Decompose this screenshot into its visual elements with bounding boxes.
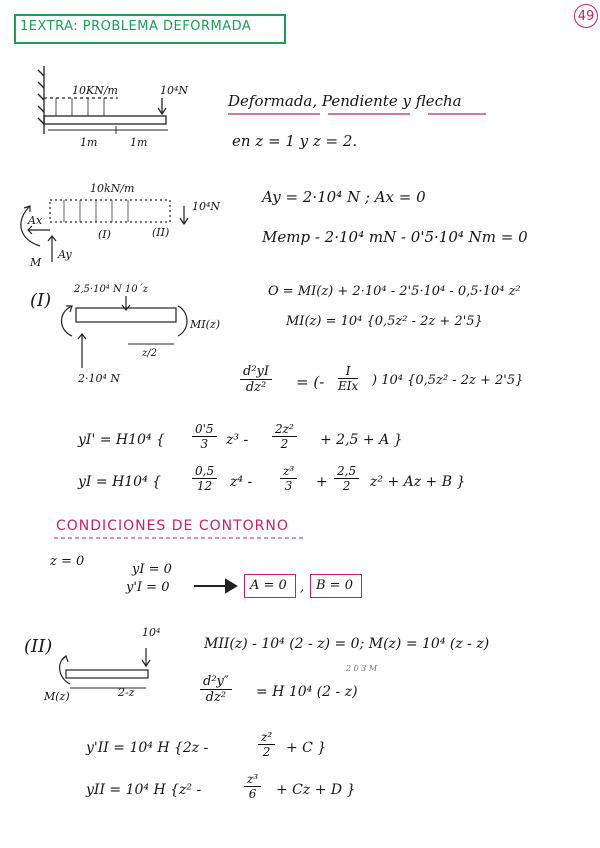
diagram1-load-label: 10KN/m <box>72 84 118 97</box>
y2-frac-2-den: 3 <box>284 479 293 493</box>
reactions-line-1: Ay = 2·10⁴ N ; Ax = 0 <box>262 188 426 206</box>
y2-frac-3-num: 2,5 <box>334 464 359 479</box>
y2-frac-3-den: 2 <box>342 479 351 493</box>
y3-tail: + C } <box>286 740 327 756</box>
section2-m-label: M(z) <box>44 690 70 703</box>
diagram2-seg1-label: (I) <box>98 228 111 241</box>
section1-top-label: 2,5·10⁴ N 10´z <box>74 284 148 295</box>
y3-lhs: y'II = 10⁴ H {2z - <box>86 740 209 756</box>
conditions-z-eq: z = 0 <box>50 554 85 569</box>
section2-ode-den: dz² <box>205 690 227 705</box>
y1-lhs: yI' = H10⁴ { <box>78 432 165 448</box>
y1-tail: + 2,5 + A } <box>320 432 403 448</box>
section2-len-label: 2-z <box>118 686 135 699</box>
page-title: 1EXTRA: PROBLEMA DEFORMADA <box>20 19 252 34</box>
diagram2-seg2-label: (II) <box>152 226 170 239</box>
y1-frac-2-num: 2z² <box>272 422 297 437</box>
section1-bottom-force: 2·10⁴ N <box>78 372 121 385</box>
section2-label: (II) <box>24 636 53 657</box>
diagram2-ax-label: Ax <box>28 214 43 227</box>
y4-frac-num: z³ <box>244 772 261 787</box>
result-a: A = 0 <box>250 578 287 593</box>
y2-frac-2-num: z³ <box>280 464 297 479</box>
y3-frac-num: z² <box>258 730 275 745</box>
diagram1-dim-2: 1m <box>130 136 148 149</box>
section1-z-half: z/2 <box>142 348 157 359</box>
ode1-denominator: dz² <box>245 380 267 395</box>
y2-frac-1-den: 12 <box>196 479 213 493</box>
conditions-title: CONDICIONES DE CONTORNO <box>56 518 289 534</box>
section2-ode-rhs: = H 10⁴ (2 - z) <box>256 684 358 700</box>
section1-label: (I) <box>30 290 52 311</box>
y2-tail: z² + Az + B } <box>370 474 466 490</box>
y2-frac-2 <box>280 464 297 493</box>
y2-frac-1 <box>192 464 217 493</box>
reactions-line-2: Memp - 2·10⁴ mN - 0'5·10⁴ Nm = 0 <box>262 228 528 246</box>
diagram2-m-label: M <box>30 256 42 269</box>
result-b: B = 0 <box>316 578 353 593</box>
y1-frac-1-num: 0'5 <box>192 422 217 437</box>
y4-frac <box>244 772 261 801</box>
diagram2-load-label: 10kN/m <box>90 182 135 195</box>
section2-ode-fraction <box>200 674 232 705</box>
section-2-sketch <box>60 648 150 688</box>
ode1-numerator: d²yI <box>240 364 272 380</box>
y3-frac-den: 2 <box>262 745 271 759</box>
ode1-rhs-pre: = (- <box>296 373 325 391</box>
y1-frac-2 <box>272 422 297 451</box>
y1-frac-1 <box>192 422 217 451</box>
y2-plus: + <box>316 474 328 490</box>
section2-eq-1: MII(z) - 10⁴ (2 - z) = 0; M(z) = 10⁴ (z - z) <box>204 636 490 652</box>
beam-diagram-1 <box>38 66 168 134</box>
ode1-lhs-fraction <box>240 364 272 395</box>
section-1-sketch <box>62 296 188 368</box>
conditions-c2: y'I = 0 <box>126 580 170 595</box>
y4-lhs: yII = 10⁴ H {z² - <box>86 782 202 798</box>
ode1-rhs-den: EIx <box>338 379 359 393</box>
section1-mi-label: MI(z) <box>190 318 220 331</box>
y1-mid: z³ - <box>226 432 249 448</box>
result-arrow <box>194 580 236 592</box>
section2-ode-num: d²y″ <box>200 674 232 690</box>
page-number: 49 <box>574 4 598 28</box>
y2-frac-3 <box>334 464 359 493</box>
diagram2-force-label: 10⁴N <box>192 200 221 213</box>
ode1-rhs-fraction <box>338 364 358 393</box>
section2-stray-mark: 2 0 3 M <box>346 664 378 673</box>
diagram1-dim-1: 1m <box>80 136 98 149</box>
section1-eq-1: O = MI(z) + 2·10⁴ - 2'5·10⁴ - 0,5·10⁴ z² <box>268 284 521 299</box>
ode1-rhs-num: I <box>338 364 358 379</box>
section1-eq-2: MI(z) = 10⁴ {0,5z² - 2z + 2'5} <box>286 314 483 329</box>
y4-frac-den: 6 <box>248 787 257 801</box>
section2-force-label: 10⁴ <box>142 626 161 639</box>
question-line-2: en z = 1 y z = 2. <box>232 132 358 150</box>
y2-lhs: yI = H10⁴ { <box>78 474 162 490</box>
ode1-rhs-post: ) 10⁴ {0,5z² - 2z + 2'5} <box>372 373 524 388</box>
conditions-c1: yI = 0 <box>132 562 172 577</box>
result-separator: , <box>300 580 305 595</box>
y4-tail: + Cz + D } <box>276 782 356 798</box>
y1-frac-2-den: 2 <box>280 437 289 451</box>
y1-frac-1-den: 3 <box>200 437 209 451</box>
y3-frac <box>258 730 275 759</box>
diagram2-ay-label: Ay <box>58 248 72 261</box>
y2-mid: z⁴ - <box>230 474 253 490</box>
y2-frac-1-num: 0,5 <box>192 464 217 479</box>
question-line-1: Deformada, Pendiente y flecha <box>228 92 462 110</box>
diagram1-force-label: 10⁴N <box>160 84 189 97</box>
